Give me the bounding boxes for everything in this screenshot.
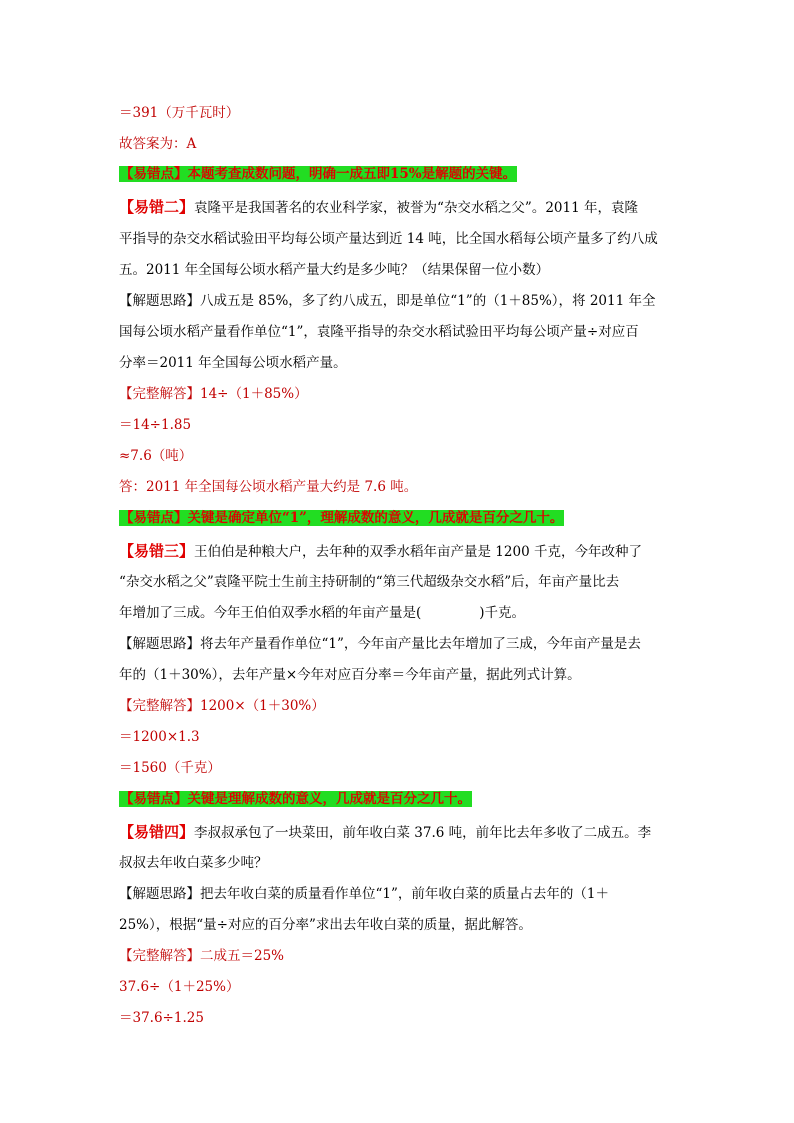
solution-idea-2-line-3: 分率＝2011 年全国每公顷水稻产量。 <box>119 355 347 371</box>
error-point-3 <box>119 789 472 809</box>
highlighted-error-point: 【易错点】本题考查成数问题，明确一成五即15%是解题的关键。 <box>120 166 517 182</box>
answer-2: 答：2011 年全国每公顷水稻产量大约是 7.6 吨。 <box>119 479 418 495</box>
problem-3-tag: 【易错三】 <box>119 542 195 560</box>
problem-3-line-3 <box>119 603 525 623</box>
highlighted-error-point: 【易错点】关键是理解成数的意义，几成就是百分之几十。 <box>120 791 471 807</box>
full-solution-3-line-3: ＝1560（千克） <box>119 760 221 776</box>
problem-3-text-after-blank: )千克。 <box>479 605 526 621</box>
solution-idea-3-line-1: 【解题思路】将去年产量看作单位“1”，今年亩产量比去年增加了三成，今年亩产量是去 <box>119 636 641 652</box>
solution-idea-3-line-2: 年的（1＋30%），去年产量×今年对应百分率＝今年亩产量，据此列式计算。 <box>119 667 581 683</box>
full-solution-2-line-2: ＝14÷1.85 <box>119 417 192 433</box>
solution-idea-4-line-1: 【解题思路】把去年收白菜的质量看作单位“1”，前年收白菜的质量占去年的（1＋ <box>119 886 609 902</box>
problem-4-line-2: 叔叔去年收白菜多少吨？ <box>119 855 268 871</box>
full-solution-4-line-3: ＝37.6÷1.25 <box>119 1010 204 1026</box>
problem-4-text: 李叔叔承包了一块菜田，前年收白菜 37.6 吨，前年比去年多收了二成五。李 <box>194 825 652 841</box>
problem-2-text: 袁隆平是我国著名的农业科学家，被誉为“杂交水稻之父”。2011 年，袁隆 <box>194 200 638 216</box>
problem-4-line-1 <box>119 822 651 843</box>
error-point-2 <box>119 508 564 528</box>
problem-3-text-before-blank: 年增加了三成。今年王伯伯双季水稻的年亩产量是( <box>119 605 422 621</box>
problem-3-text: 王伯伯是种粮大户，去年种的双季水稻年亩产量是 1200 千克，今年改种了 <box>194 544 642 560</box>
problem-3-line-1 <box>119 541 642 562</box>
solution-idea-4-line-2: 25%），根据“量÷对应的百分率”求出去年收白菜的质量，据此解答。 <box>119 917 532 933</box>
problem-2-tag: 【易错二】 <box>119 198 195 216</box>
calc-result-line: ＝391（万千瓦时） <box>119 105 240 121</box>
full-solution-2-line-3: ≈7.6（吨） <box>119 448 193 464</box>
problem-2-line-1 <box>119 197 638 218</box>
error-point-1 <box>119 164 517 184</box>
full-solution-3-line-1: 【完整解答】1200×（1＋30%） <box>119 698 325 714</box>
problem-4-tag: 【易错四】 <box>119 823 195 841</box>
problem-2-line-3: 五。2011 年全国每公顷水稻产量大约是多少吨？（结果保留一位小数） <box>119 262 550 278</box>
solution-idea-2-line-1: 【解题思路】八成五是 85%，多了约八成五，即是单位“1”的（1＋85%），将 2011 年全 <box>119 293 656 309</box>
full-solution-4-line-1: 【完整解答】二成五＝25% <box>119 948 285 964</box>
problem-2-line-2: 平指导的杂交水稻试验田平均每公顷产量达到近 14 吨，比全国水稻每公顷产量多了约八成 <box>119 231 658 247</box>
problem-3-line-2: “杂交水稻之父”袁隆平院士生前主持研制的“第三代超级杂交水稻”后，年亩产量比去 <box>119 574 620 590</box>
full-solution-2-line-1: 【完整解答】14÷（1＋85%） <box>119 386 308 402</box>
full-solution-4-line-2: 37.6÷（1＋25%） <box>119 979 240 995</box>
answer-line: 故答案为：A <box>119 136 197 152</box>
solution-idea-2-line-2: 国每公顷水稻产量看作单位“1”，袁隆平指导的杂交水稻试验田平均每公顷产量÷对应百 <box>119 324 639 340</box>
full-solution-3-line-2: ＝1200×1.3 <box>119 729 200 745</box>
highlighted-error-point: 【易错点】关键是确定单位“1”，理解成数的意义，几成就是百分之几十。 <box>120 510 564 526</box>
